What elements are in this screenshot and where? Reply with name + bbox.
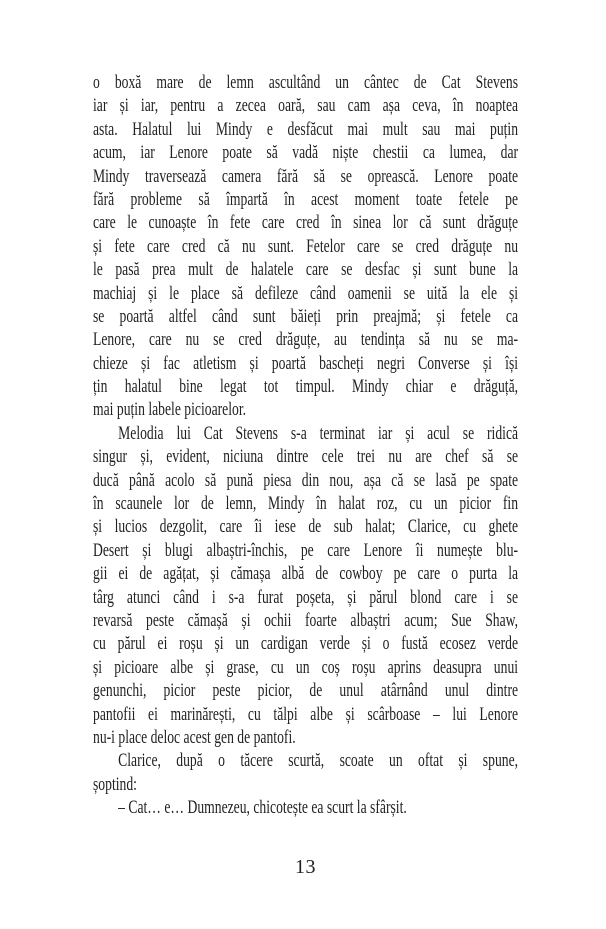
text-line: Lenore, care nu se cred drăguțe, au tendința să nu se ma- [93,329,519,351]
text-block [93,71,518,820]
text-line: Desert și blugi albaștri-închis, pe care Lenore îi numește blu- [93,539,519,561]
text-line: le pasă prea mult de halatele care se desfac și sunt bune la [93,259,519,281]
text-line: gii ei de agățat, și cămașa albă de cowboy pe care o purta la [93,563,519,585]
text-line: revarsă peste cămașă și ochii foarte albaștri acum; Sue Shaw, [93,609,519,631]
text-line: se poartă altfel când sunt băieți prin preajmă; și fetele ca [93,305,519,327]
text-line: asta. Halatul lui Mindy e desfăcut mai mult sau mai puțin [93,118,519,140]
text-line: Melodia lui Cat Stevens s-a terminat iar și acul se ridică [118,422,519,444]
text-line: Mindy traversează camera fără să se oprească. Lenore poate [93,165,519,187]
text-line: ducă până acolo să pună piesa din nou, așa că se lasă pe spate [93,469,519,491]
page-number: 13 [295,856,316,878]
text-line: Clarice, după o tăcere scurtă, scoate un oftat și spune, [118,750,519,772]
text-line: cu părul ei roșu și un cardigan verde și o fustă ecosez verde [93,633,519,655]
text-line: țin halatul bine legat tot timpul. Mindy chiar e drăguță, [93,376,519,398]
text-line: iar și iar, pentru a zecea oară, sau cam așa ceva, în noaptea [93,95,519,117]
text-line: care le cunoaște în fete care cred în sinea lor că sunt drăguțe [93,212,519,234]
text-line: acum, iar Lenore poate să vadă niște chestii ca lumea, dar [93,142,519,164]
text-line: târg atunci când i s-a furat poșeta, și părul blond care i se [93,586,519,608]
text-line: singur și, evident, niciuna dintre cele trei nu are chef să se [93,446,519,468]
text-line: machiaj și le place să defileze când oamenii se uită la ele și [93,282,519,304]
text-line: în scaunele lor de lemn, Mindy în halat roz, cu un picior fin [93,493,519,515]
text-line: și lucios dezgolit, care îi iese de sub halat; Clarice, cu ghete [93,516,519,538]
text-line: chieze și fac atletism și poartă bascheți negri Converse și își [93,352,519,374]
text-line: pantofii ei marinărești, cu tălpi albe și scârboase – lui Lenore [93,703,519,725]
text-line: șoptind: [93,773,137,795]
text-line: și fete care cred că nu sunt. Fetelor care se cred drăguțe nu [93,235,519,257]
text-line: fără probleme să împartă în acest moment toate fetele pe [93,188,519,210]
text-line: mai puțin labele picioarelor. [93,399,247,421]
text-line: – Cat… e… Dumnezeu, chicotește ea scurt la sfârșit. [118,797,407,819]
text-line: și picioare albe și grase, cu un coș roșu aprins deasupra unui [93,656,519,678]
text-line: genunchi, picior peste picior, de unul atârnând unul dintre [93,680,519,702]
text-line: o boxă mare de lemn ascultând un cântec de Cat Stevens [93,72,519,93]
text-line: nu-i place deloc acest gen de pantofi. [93,726,296,748]
